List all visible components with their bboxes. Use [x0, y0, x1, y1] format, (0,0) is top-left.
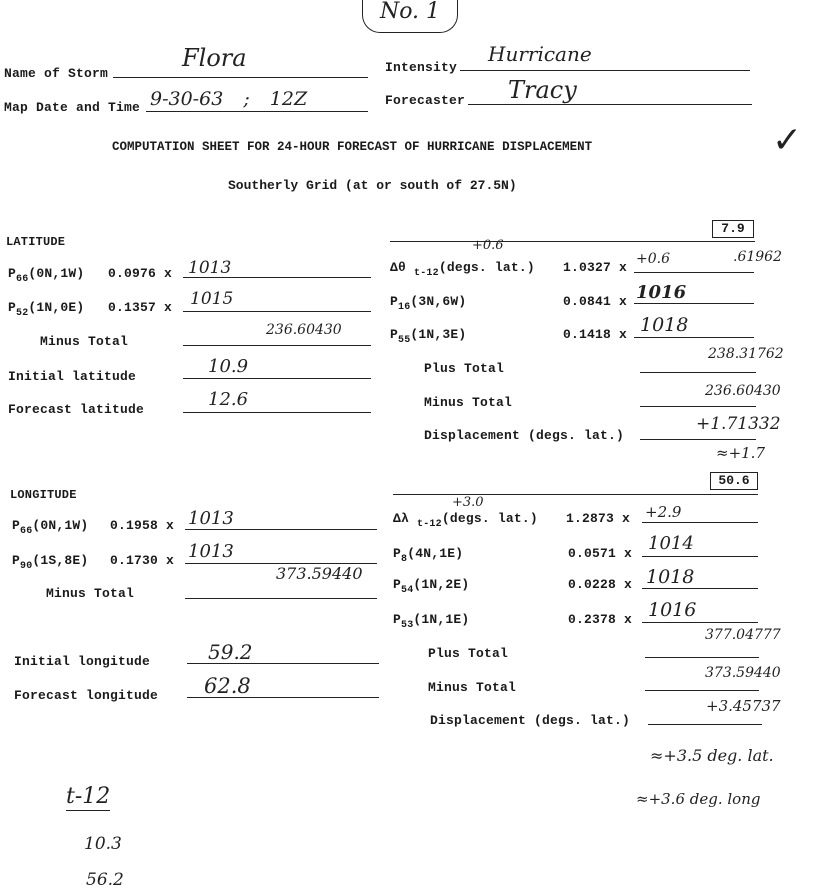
lon-plus-total-value: 377.04777	[705, 627, 781, 643]
p55-label: $P_{55}(1N,3E)$	[390, 327, 467, 346]
intensity-line	[460, 70, 750, 71]
lon-p90-label: $P_{90}(1S,8E)$	[12, 553, 89, 572]
p16-coef: 0.0841 x	[563, 294, 628, 309]
lat-right-minus-total-value: 236.60430	[705, 383, 781, 399]
forecast-latitude-label: Forecast latitude	[8, 402, 145, 417]
p8-coef: 0.0571 x	[568, 546, 633, 561]
lat-displacement-value: +1.71332	[696, 414, 781, 434]
lon-p66-value: 1013	[188, 508, 234, 529]
lon-minus-total-label: Minus Total	[46, 586, 135, 601]
note-value-1: 10.3	[84, 834, 122, 854]
lon-p90-coef: 0.1730 x	[110, 553, 175, 568]
storm-name-label: Name of Storm	[4, 66, 109, 81]
dtheta-coef: 1.0327 x	[563, 260, 628, 275]
p16-line	[634, 303, 754, 304]
initial-longitude-value: 59.2	[208, 640, 253, 664]
p8-label: $P_8(4N,1E)$	[393, 546, 464, 565]
p54-value: 1018	[646, 566, 695, 588]
dlambda-value: +2.9	[645, 503, 682, 521]
sheet-subtitle: Southerly Grid (at or south of 27.5N)	[228, 178, 517, 193]
lon-box-value: 50.6	[710, 472, 758, 490]
lat-p52-label: $P_{52}(1N,0E)$	[8, 300, 85, 319]
p16-label: $P_{16}(3N,6W)$	[390, 294, 467, 313]
map-date-value: 9-30-63 ; 12Z	[150, 88, 308, 110]
lat-p66-value: 1013	[188, 258, 232, 278]
storm-name-value: Flora	[182, 44, 247, 72]
forecaster-label: Forecaster	[385, 93, 466, 108]
lat-plus-total-value: 238.31762	[708, 346, 784, 362]
dtheta-result: .61962	[733, 249, 782, 265]
lon-displacement-label: Displacement (degs. lat.)	[430, 713, 631, 728]
lon-right-minus-total-value: 373.59440	[705, 665, 781, 681]
lat-minus-total-value: 236.60430	[266, 322, 342, 338]
dtheta-label: Δθ $_{t-12}$(degs. lat.)	[390, 260, 535, 279]
p55-coef: 0.1418 x	[563, 327, 628, 342]
p54-label: $P_{54}(1N,2E)$	[393, 577, 470, 596]
lat-p66-coef: 0.0976 x	[108, 266, 173, 281]
dlambda-line	[642, 522, 758, 523]
lat-displacement-approx: ≈+1.7	[716, 444, 765, 462]
p54-line	[642, 588, 758, 589]
p8-line	[642, 556, 758, 557]
lon-plus-total-label: Plus Total	[428, 646, 509, 661]
latitude-heading: LATITUDE	[6, 235, 66, 249]
initial-latitude-value: 10.9	[208, 356, 249, 377]
dlambda-above-value: +3.0	[452, 495, 484, 510]
p53-coef: 0.2378 x	[568, 612, 633, 627]
storm-name-line	[113, 77, 368, 78]
lat-minus-total-label: Minus Total	[40, 334, 129, 349]
lat-p52-value: 1015	[190, 289, 234, 309]
p55-value: 1018	[640, 314, 689, 336]
dtheta-above-value: +0.6	[472, 238, 504, 253]
intensity-label: Intensity	[385, 60, 458, 75]
lat-minus-total-line	[183, 345, 371, 346]
intensity-value: Hurricane	[488, 42, 592, 66]
lon-displacement-value: +3.45737	[706, 697, 781, 715]
forecast-latitude-value: 12.6	[208, 389, 249, 410]
forecaster-value: Tracy	[508, 76, 577, 104]
lon-p66-label: $P_{66}(0N,1W)$	[12, 518, 89, 537]
lon-right-minus-total-label: Minus Total	[428, 680, 517, 695]
initial-latitude-label: Initial latitude	[8, 369, 137, 384]
lon-approx-lat: ≈+3.5 deg. lat.	[650, 746, 774, 765]
lon-right-minus-total-line	[645, 690, 759, 691]
lat-plus-total-label: Plus Total	[424, 361, 505, 376]
lat-right-top-rule	[390, 241, 755, 242]
map-date-label: Map Date and Time	[4, 100, 141, 115]
lat-right-minus-total-line	[640, 406, 756, 407]
longitude-heading: LONGITUDE	[10, 488, 77, 502]
note-value-2: 56.2	[86, 870, 124, 890]
lon-p66-coef: 0.1958 x	[110, 518, 175, 533]
lon-approx-long: ≈+3.6 deg. long	[636, 790, 761, 808]
forecast-longitude-value: 62.8	[204, 674, 251, 698]
dlambda-label: Δλ $_{t-12}$(degs. lat.)	[393, 511, 538, 530]
lat-right-minus-total-label: Minus Total	[424, 395, 513, 410]
lon-displacement-line	[648, 724, 762, 725]
lat-box-value: 7.9	[712, 220, 754, 238]
dlambda-coef: 1.2873 x	[566, 511, 631, 526]
forecast-latitude-line	[183, 412, 371, 413]
map-date-line	[146, 111, 368, 112]
p53-label: $P_{53}(1N,1E)$	[393, 612, 470, 631]
lat-p52-line	[183, 311, 371, 312]
p55-line	[634, 337, 754, 338]
lat-displacement-label: Displacement (degs. lat.)	[424, 428, 625, 443]
dtheta-value: +0.6	[636, 251, 670, 267]
forecaster-line	[468, 104, 752, 105]
lon-right-top-rule	[393, 494, 758, 495]
p53-value: 1016	[648, 599, 697, 621]
lat-p66-label: $P_{66}(0N,1W)$	[8, 266, 85, 285]
lon-minus-total-value: 373.59440	[276, 564, 363, 583]
lon-p90-value: 1013	[188, 541, 234, 562]
note-t12: t-12	[66, 784, 111, 809]
lon-plus-total-line	[645, 657, 759, 658]
lat-plus-total-line	[640, 372, 756, 373]
p54-coef: 0.0228 x	[568, 577, 633, 592]
lat-p52-coef: 0.1357 x	[108, 300, 173, 315]
check-mark: ✓	[772, 120, 803, 161]
p8-value: 1014	[648, 533, 694, 554]
lon-p66-line	[185, 529, 377, 530]
initial-longitude-label: Initial longitude	[14, 654, 151, 669]
forecast-longitude-label: Forecast longitude	[14, 688, 159, 703]
p53-line	[642, 622, 758, 623]
dtheta-line	[634, 272, 754, 273]
lon-minus-total-line	[185, 598, 377, 599]
sheet-number: No. 1	[362, 0, 458, 33]
lat-displacement-line	[640, 439, 756, 440]
sheet-title: COMPUTATION SHEET FOR 24-HOUR FORECAST OF HURRICANE DISPLACEMENT	[112, 140, 593, 154]
p16-value: 1016	[636, 282, 687, 303]
initial-latitude-line	[183, 378, 371, 379]
